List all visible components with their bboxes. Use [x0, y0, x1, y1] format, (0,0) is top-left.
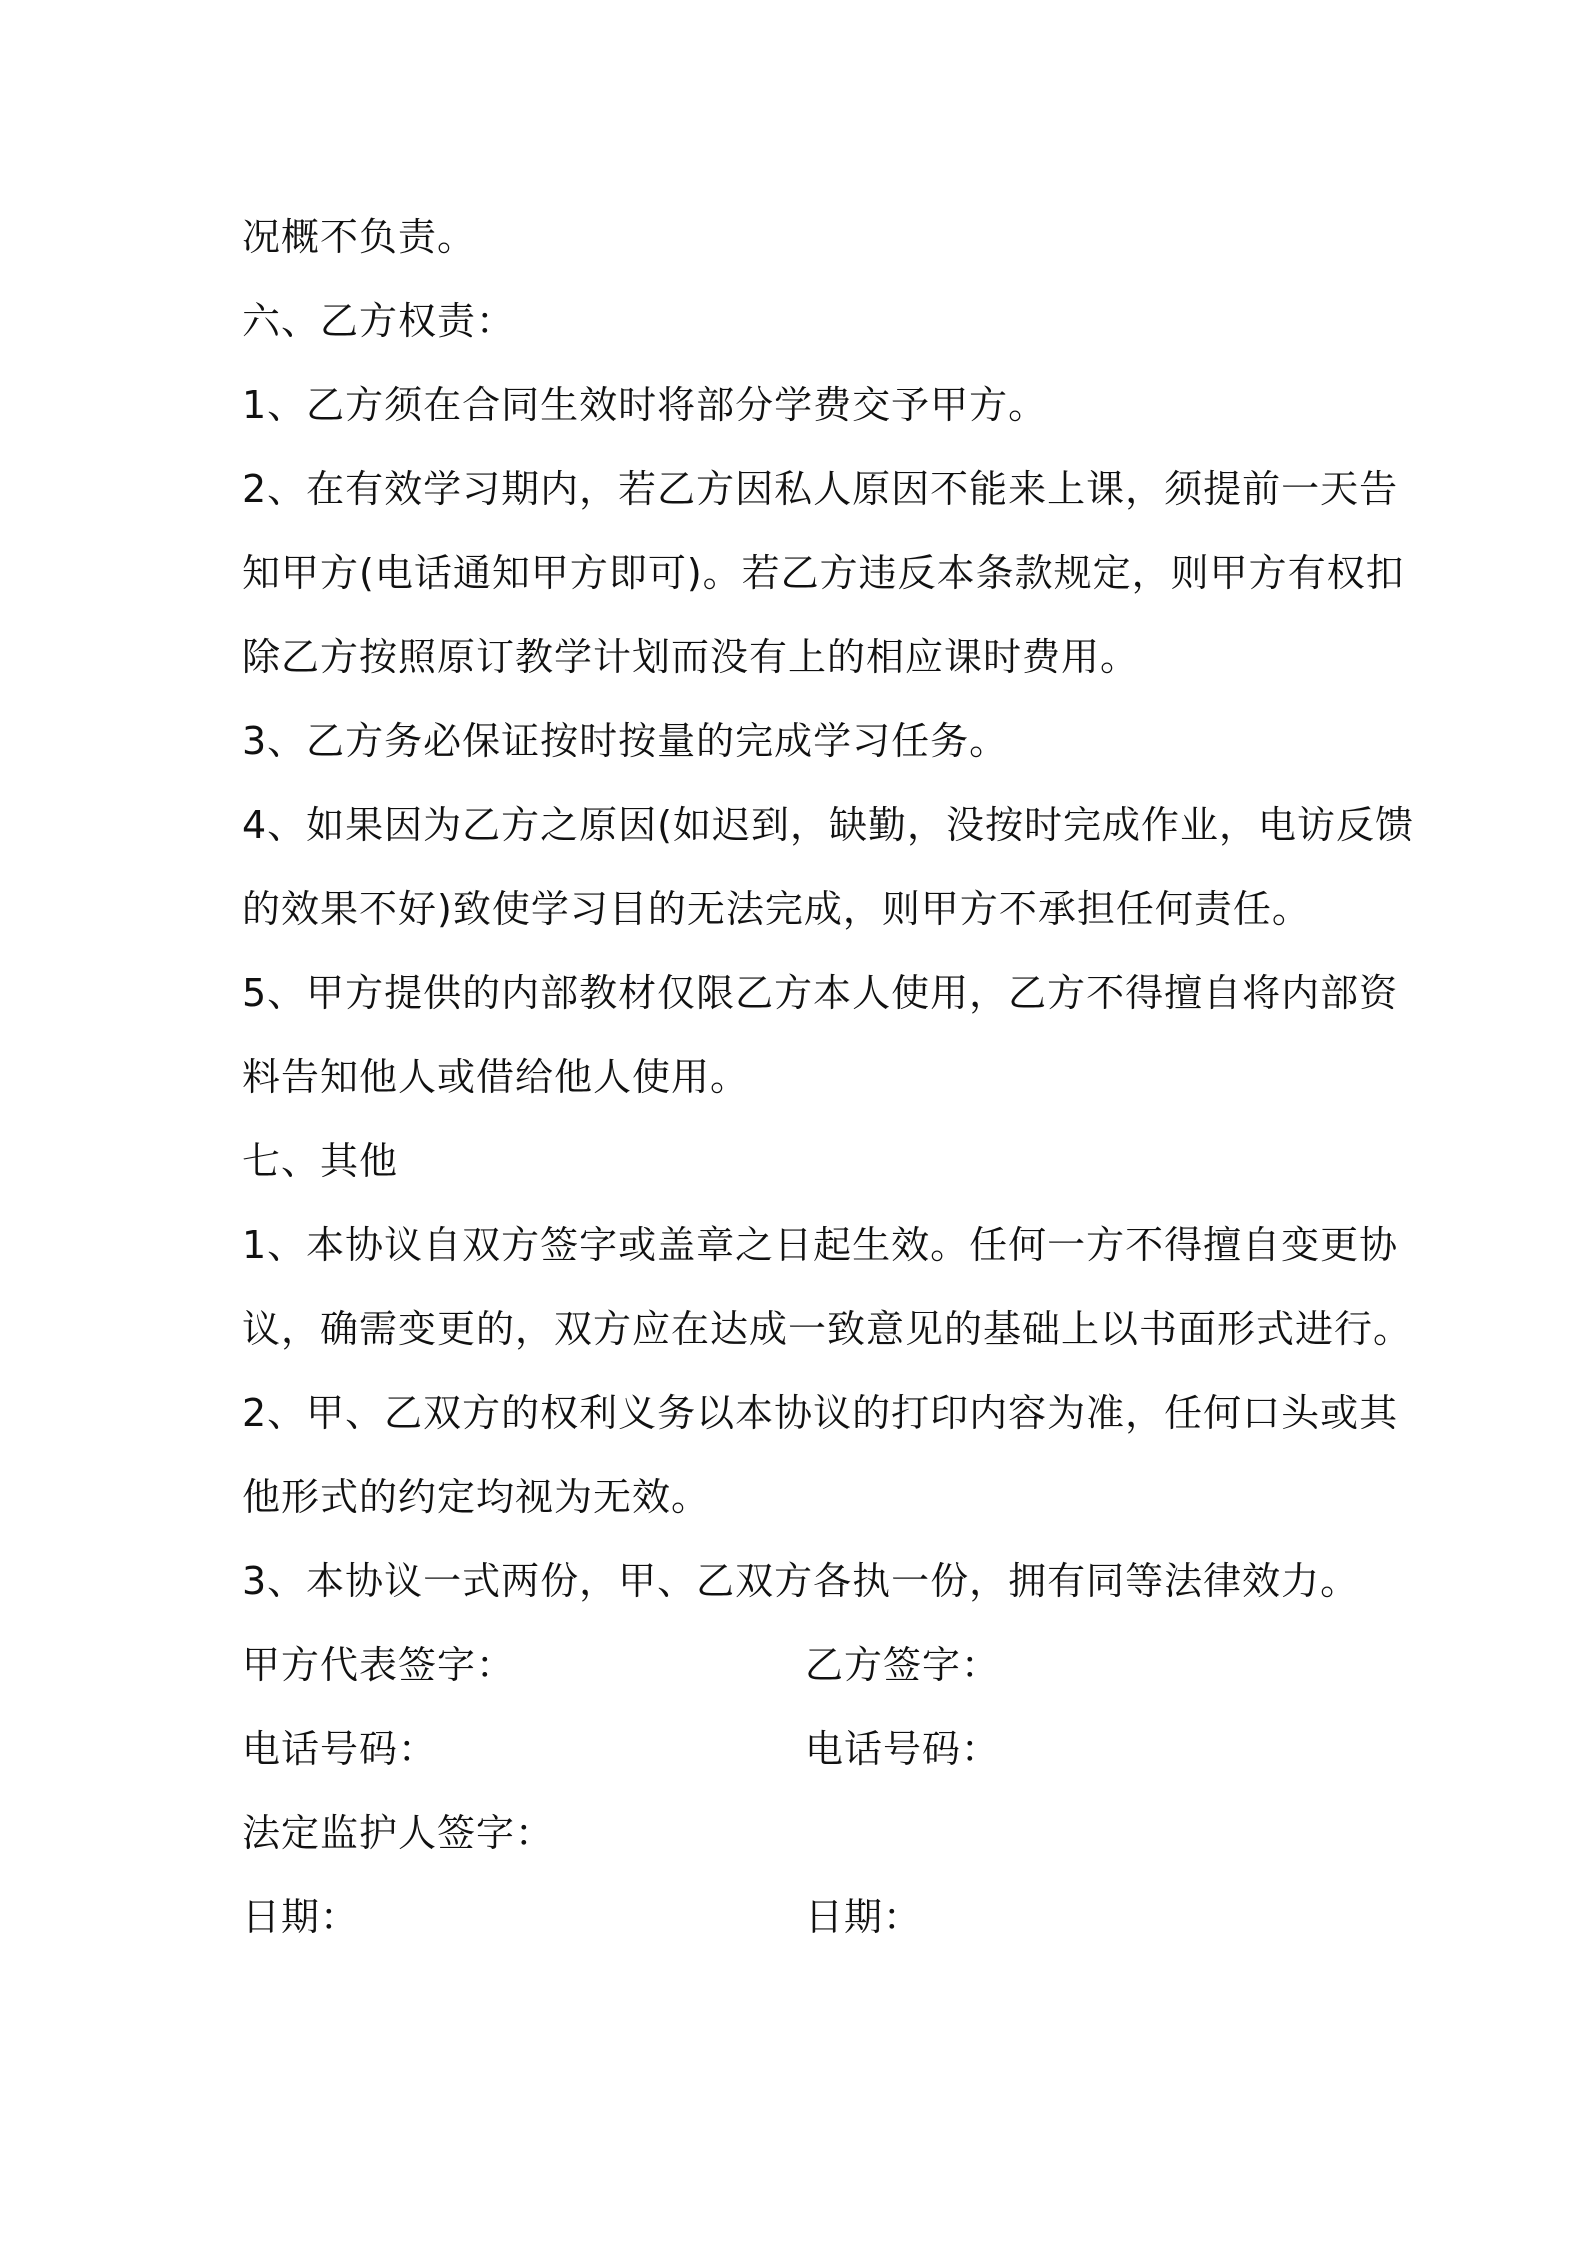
party-b-signature-label: 乙方签字：: [805, 1643, 1001, 1687]
clause-line: 3、本协议一式两份，甲、乙双方各执一份，拥有同等法律效力。: [242, 1559, 1360, 1603]
clause-line: 5、甲方提供的内部教材仅限乙方本人使用，乙方不得擅自将内部资: [242, 971, 1399, 1015]
clause-line: 的效果不好)致使学习目的无法完成，则甲方不承担任何责任。: [242, 887, 1311, 931]
clause-line: 除乙方按照原订教学计划而没有上的相应课时费用。: [242, 635, 1140, 679]
document-body: [242, 195, 1415, 1959]
party-a-phone-label: 电话号码：: [242, 1727, 438, 1771]
clause-line: 1、乙方须在合同生效时将部分学费交予甲方。: [242, 383, 1048, 427]
guardian-row: [242, 1791, 1362, 1875]
phone-row: [242, 1707, 1362, 1791]
section-heading-party-b-rights: 六、乙方权责：: [242, 299, 516, 343]
clause-line: 料告知他人或借给他人使用。: [242, 1055, 750, 1099]
clause-line: 4、如果因为乙方之原因(如迟到，缺勤，没按时完成作业，电访反馈: [242, 803, 1415, 847]
clause-line: 3、乙方务必保证按时按量的完成学习任务。: [242, 719, 1009, 763]
party-a-signature-label: 甲方代表签字：: [242, 1643, 516, 1687]
clause-line: 2、在有效学习期内，若乙方因私人原因不能来上课，须提前一天告: [242, 467, 1399, 511]
section-heading-other: 七、其他: [242, 1139, 399, 1183]
body-line: 况概不负责。: [242, 215, 477, 259]
party-a-date-label: 日期：: [242, 1895, 360, 1939]
party-b-date-label: 日期：: [805, 1895, 923, 1939]
date-row: [242, 1875, 1362, 1959]
clause-line: 2、甲、乙双方的权利义务以本协议的打印内容为准，任何口头或其: [242, 1391, 1399, 1435]
clause-line: 议，确需变更的，双方应在达成一致意见的基础上以书面形式进行。: [242, 1307, 1413, 1351]
party-b-phone-label: 电话号码：: [805, 1727, 1001, 1771]
signature-row: [242, 1623, 1362, 1707]
clause-line: 知甲方(电话通知甲方即可)。若乙方违反本条款规定，则甲方有权扣: [242, 551, 1405, 595]
clause-line: 1、本协议自双方签字或盖章之日起生效。任何一方不得擅自变更协: [242, 1223, 1399, 1267]
guardian-signature-label: 法定监护人签字：: [242, 1811, 555, 1855]
clause-line: 他形式的约定均视为无效。: [242, 1475, 711, 1519]
